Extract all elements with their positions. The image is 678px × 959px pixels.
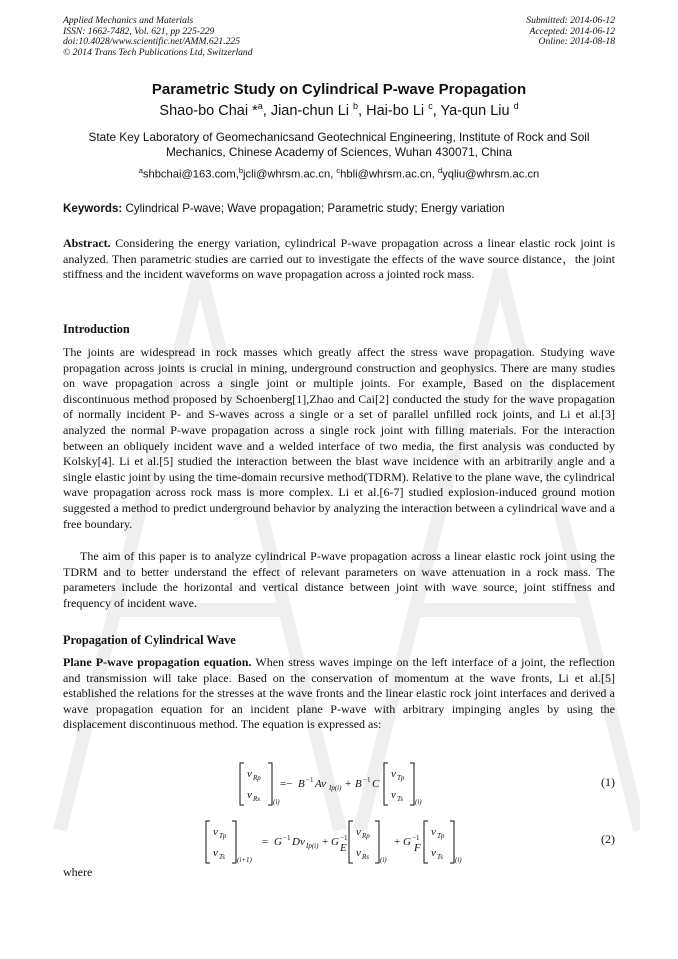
- svg-text:=−: =−: [280, 778, 293, 790]
- equation-1: [238, 760, 428, 808]
- svg-text:(i): (i): [273, 798, 280, 806]
- svg-text:v: v: [356, 826, 361, 838]
- svg-text:Tp: Tp: [397, 774, 405, 782]
- paper-title: Parametric Study on Cylindrical P-wave Propagation: [151, 81, 527, 98]
- svg-text:B: B: [355, 778, 362, 790]
- svg-text:−1: −1: [340, 834, 348, 842]
- propagation-lead: Plane P-wave propagation equation.: [63, 655, 252, 669]
- svg-text:v: v: [431, 847, 436, 859]
- equation-2-number: (2): [601, 832, 615, 846]
- where-label: where: [63, 865, 93, 879]
- issn-line: ISSN: 1662-7482, Vol. 621, pp 225-229: [63, 25, 215, 37]
- doi-line[interactable]: doi:10.4028/www.scientific.net/AMM.621.225: [63, 36, 241, 47]
- svg-text:v: v: [431, 826, 436, 838]
- equation-1-number: (1): [601, 775, 615, 789]
- svg-text:Av: Av: [315, 778, 326, 790]
- svg-text:Ts: Ts: [437, 853, 443, 861]
- journal-header-right: [526, 16, 615, 48]
- svg-text:+: +: [345, 778, 352, 790]
- svg-text:v: v: [213, 847, 218, 859]
- email-list: [0, 166, 678, 181]
- svg-text:Tp: Tp: [219, 832, 227, 840]
- svg-text:Rs: Rs: [253, 795, 260, 803]
- equation-2: [204, 818, 466, 866]
- keywords-label: Keywords:: [63, 202, 123, 215]
- svg-text:v: v: [247, 768, 252, 780]
- svg-text:Rp: Rp: [362, 832, 370, 840]
- email-sup: a: [138, 166, 143, 175]
- submitted-date: Submitted: 2014-06-12: [526, 15, 615, 26]
- svg-text:+: +: [322, 836, 329, 848]
- svg-text:F: F: [414, 842, 421, 854]
- author-sup: a: [257, 101, 263, 111]
- introduction-paragraph-2: The aim of this paper is to analyze cylindrical P-wave propagation across a linear elastic rock joint using the TDRM and to better understand the effect of relevant parameters on wave attenuation in a rock mass. The parameters include the horizontal and vertical distance between joint with wave source, joint stiffness and frequency of incident wave.: [63, 549, 615, 610]
- email-sup: b: [238, 166, 243, 175]
- email-address[interactable]: hbli@whrsm.ac.cn,: [340, 168, 438, 181]
- svg-text:Ip(i): Ip(i): [329, 784, 342, 792]
- svg-text:Ts: Ts: [397, 795, 403, 803]
- abstract: [63, 236, 615, 283]
- svg-text:v: v: [356, 847, 361, 859]
- svg-text:v: v: [391, 789, 396, 801]
- svg-text:(i): (i): [380, 856, 387, 864]
- email-address[interactable]: shbchai@163.com,: [142, 168, 239, 181]
- svg-text:C: C: [372, 778, 380, 790]
- svg-text:Rp: Rp: [253, 774, 261, 782]
- svg-text:Ts: Ts: [219, 853, 225, 861]
- svg-text:−1: −1: [283, 834, 291, 842]
- svg-text:(i+1): (i+1): [237, 856, 252, 864]
- author-name: Ya-qun Liu: [440, 102, 514, 119]
- svg-text:−1: −1: [412, 834, 420, 842]
- svg-text:Tp: Tp: [437, 832, 445, 840]
- keywords-line: [63, 202, 615, 215]
- email-sup: d: [437, 166, 443, 175]
- journal-header-left: [63, 16, 253, 58]
- keywords-text: Cylindrical P-wave; Wave propagation; Parametric study; Energy variation: [122, 202, 505, 215]
- svg-text:B: B: [298, 778, 305, 790]
- svg-text:Ip(i): Ip(i): [306, 842, 319, 850]
- propagation-text: When stress waves impinge on the left interface of a joint, the reflection and transmission will take place. Based on the conservation of momentum at the wave fronts, Li et al.[5] established the relations for the stresses at the wave fronts and the linear elastic rock joint interfaces and derived a wave propagation equation for an incident plane P-wave with arbitrary impinging angles by using the displacement discontinuous method. The equation is expressed as:: [63, 655, 615, 732]
- svg-text:Rs: Rs: [362, 853, 369, 861]
- email-address[interactable]: yqliu@whrsm.ac.cn: [442, 168, 540, 181]
- online-date: Online: 2014-08-18: [538, 36, 615, 47]
- author-sup: b: [353, 101, 359, 111]
- svg-text:=: =: [262, 836, 269, 848]
- svg-text:(i): (i): [415, 798, 422, 806]
- author-name: Jian-chun Li: [270, 102, 354, 119]
- email-sup: c: [336, 166, 341, 175]
- svg-text:(i): (i): [455, 856, 462, 864]
- introduction-heading: Introduction: [63, 322, 130, 336]
- email-address[interactable]: jcli@whrsm.ac.cn,: [243, 168, 337, 181]
- svg-text:E: E: [340, 842, 347, 854]
- abstract-label: Abstract.: [63, 236, 111, 250]
- journal-name: Applied Mechanics and Materials: [63, 15, 194, 26]
- author-sup: d: [513, 101, 519, 111]
- introduction-paragraph-1: The joints are widespread in rock masses which greatly affect the stress wave propagation. Studying wave propagation across joints is crucial in mining, underground construction and geophysics. There are many studies on wave propagation across a single joint or multiple joints. For example, Based on the displacement discontinuous method proposed by Schoenberg[1],Zhao and Cai[2] conducted the study for the wave propagation of normally incident P- and S-waves across a single or a set of parallel unfilled rock joints, and Li et al.[3] analyzed the normal P-wave propagation across a single rock joint with filling materials. For the interaction between an obliquely incident wave and a welded interface of two media, the first analysis was conducted by Kolsky[4]. Li et al.[5] studied the interaction between the blast wave incidence with an arbitrarily angle and a single elastic joint by using the time-domain recursive method(TDRM). Relative to the plane wave, the cylindrical wave propagation across rock mass is more complex. Li et al.[6-7] studied explosion-induced ground motion suggested a method to predict underground behavior by analyzing the interaction between a cylindrical wave and a free boundary.: [63, 345, 615, 531]
- svg-text:v: v: [213, 826, 218, 838]
- svg-text:G: G: [331, 836, 339, 848]
- svg-text:G: G: [274, 836, 282, 848]
- author-sup: c: [428, 101, 433, 111]
- copyright-line: © 2014 Trans Tech Publications Ltd, Switzerland: [63, 46, 253, 58]
- accepted-date: Accepted: 2014-06-12: [529, 25, 615, 37]
- author-list: Shao-bo Chai *$^a$, Jian-chun Li $^b$, Hai-bo Li $^c$, Ya-qun Liu $^d$: [159, 101, 519, 119]
- svg-text:G: G: [403, 836, 411, 848]
- author-name: Hai-bo Li: [366, 102, 429, 119]
- svg-text:+: +: [394, 836, 401, 848]
- propagation-heading: Propagation of Cylindrical Wave: [63, 633, 236, 647]
- author-name: Shao-bo Chai *: [159, 102, 258, 119]
- affiliation: State Key Laboratory of Geomechanicsand Geotechnical Engineering, Institute of Rock and Soil Mechanics, Chinese Academy of Sciences, Wuhan 430071, China: [88, 130, 590, 159]
- propagation-paragraph: [63, 655, 615, 733]
- svg-text:v: v: [391, 768, 396, 780]
- svg-text:Dv: Dv: [292, 836, 305, 848]
- svg-text:v: v: [247, 789, 252, 801]
- abstract-text: Considering the energy variation, cylindrical P-wave propagation across a linear elastic rock joint is analyzed. Then parametric studies are carried out to investigate the effects of the wave source distance，the joint stiffness and the incident waveforms on wave propagation across a jointed rock mass.: [63, 236, 615, 282]
- svg-text:−1: −1: [306, 776, 314, 784]
- svg-text:−1: −1: [363, 776, 371, 784]
